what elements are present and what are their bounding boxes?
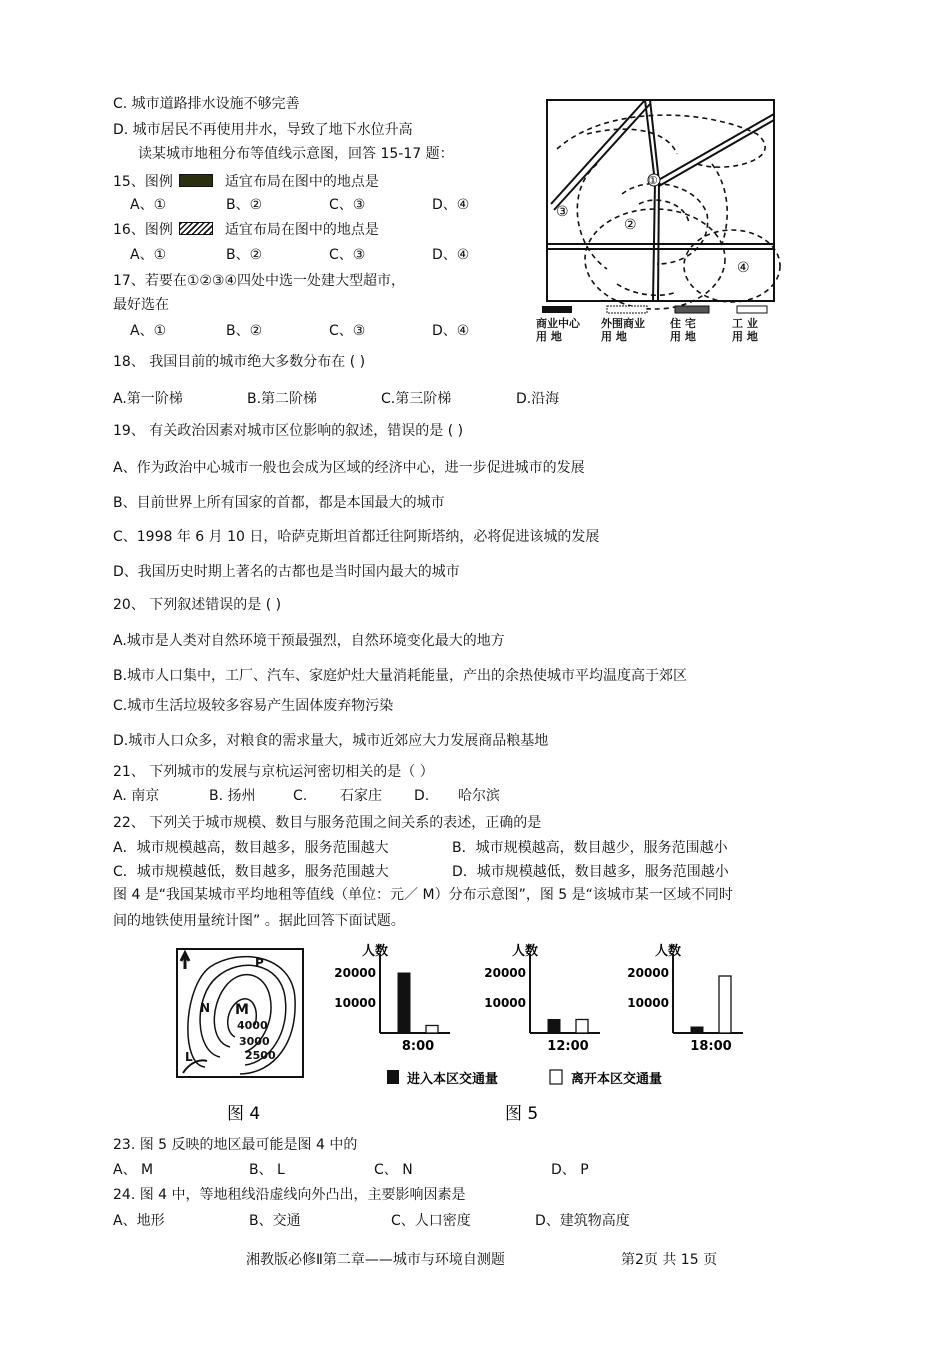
y-axis-label: 人数 [362, 944, 389, 959]
q19-option-d: D、我国历史时期上著名的古都也是当时国内最大的城市 [113, 564, 460, 580]
footer-page: 第2页 共 15 页 [621, 1252, 718, 1268]
q18-option-c: C.第三阶梯 [381, 391, 452, 407]
q24-option-a: A、地形 [113, 1213, 165, 1229]
y-tick-label: 20000 [334, 966, 376, 980]
fig4-label-l: L [185, 1050, 193, 1064]
q15-stem [113, 173, 379, 191]
q23-option-c: C、 N [374, 1162, 413, 1178]
q19-option-b: B、目前世界上所有国家的首都，都是本国最大的城市 [113, 495, 445, 511]
legend-residential-l2: 用 地 [670, 330, 696, 343]
q22-option-a: A．城市规模越高，数目越多，服务范围越大 [113, 840, 389, 856]
q21-stem: 21、 下列城市的发展与京杭运河密切相关的是（ ） [113, 764, 434, 780]
legend-peripheral-l1: 外围商业 [601, 317, 645, 330]
marker-4: ④ [737, 260, 750, 276]
q20-option-c: C.城市生活垃圾较多容易产生固体废弃物污染 [113, 698, 394, 714]
y-tick-label: 10000 [334, 996, 376, 1010]
bar-inbound [548, 1020, 560, 1034]
y-tick-label: 20000 [627, 966, 669, 980]
footer-title: 湘教版必修Ⅱ第二章——城市与环境自测题 [246, 1252, 505, 1268]
q24-option-b: B、交通 [249, 1213, 301, 1229]
bar-outbound [426, 1026, 438, 1034]
y-tick-label: 20000 [484, 966, 526, 980]
fig5-legend-in-swatch [387, 1070, 399, 1084]
q17-option-a: A、① [130, 323, 167, 339]
fig4-label-n: N [200, 1001, 211, 1015]
q20-option-d: D.城市人口众多，对粮食的需求量大，城市近郊应大力发展商品粮基地 [113, 733, 549, 749]
fig5-legend-out: 离开本区交通量 [571, 1072, 663, 1087]
q21-option-a: A. 南京 [113, 788, 160, 804]
q22-option-d: D．城市规模越低，数目越多，服务范围越小 [452, 864, 729, 880]
residential-land-swatch-icon [179, 222, 213, 235]
legend-peripheral-swatch [607, 306, 647, 313]
q17-stem-line2: 最好选在 [113, 297, 169, 313]
option-c-line: C. 城市道路排水设施不够完善 [113, 96, 300, 112]
q15-option-d: D、④ [432, 197, 470, 213]
marker-1: ① [648, 174, 658, 187]
q22-option-b: B．城市规模越高，数目越少，服务范围越小 [452, 840, 728, 856]
legend-residential-swatch [675, 306, 709, 313]
q17-option-b: B、② [226, 323, 263, 339]
q22-option-c: C．城市规模越低，数目越多，服务范围越大 [113, 864, 389, 880]
fig5-caption: 图 5 [505, 1104, 539, 1124]
option-d-line: D. 城市居民不再使用井水，导致了地下水位升高 [113, 122, 413, 138]
fig5-bar-charts [334, 943, 743, 1054]
figure-4-5 [155, 937, 745, 1127]
bar-outbound [719, 976, 731, 1033]
q21-option-d-text: 哈尔滨 [458, 788, 500, 804]
q21-option-c-text: 石家庄 [340, 788, 382, 804]
q18-option-b: B.第二阶梯 [247, 391, 318, 407]
legend-commercial-l1: 商业中心 [536, 317, 580, 330]
q23-option-d: D、 P [551, 1162, 589, 1178]
fig-intro-line1: 图 4 是“我国某城市平均地租等值线（单位：元／ M）分布示意图”，图 5 是“该城市某一区域不同时 [113, 887, 733, 903]
q24-option-c: C、人口密度 [391, 1213, 471, 1229]
legend-industrial-l1: 工 业 [732, 317, 758, 330]
q16-stem [113, 221, 379, 239]
commercial-land-swatch-icon [179, 174, 213, 187]
legend-commercial-swatch [542, 306, 572, 313]
y-axis-label: 人数 [512, 944, 539, 959]
q15-option-b: B、② [226, 197, 263, 213]
q21-option-b: B. 扬州 [209, 788, 256, 804]
fig4-contour-4000: 4000 [237, 1019, 268, 1032]
y-axis-label: 人数 [655, 944, 682, 959]
bar-outbound [576, 1020, 588, 1034]
y-tick-label: 10000 [484, 996, 526, 1010]
q23-option-a: A、 M [113, 1162, 154, 1178]
q20-option-b: B.城市人口集中，工厂、汽车、家庭炉灶大量消耗能量，产出的余热使城市平均温度高于郊区 [113, 668, 688, 684]
bar-inbound [398, 973, 410, 1033]
fig4-label-p: P [255, 956, 264, 970]
legend-industrial-swatch [737, 306, 767, 313]
fig4-label-m: M [235, 1002, 249, 1018]
marker-2: ② [624, 217, 637, 233]
legend-residential-l1: 住 宅 [670, 317, 696, 330]
x-tick-label: 18:00 [690, 1039, 732, 1054]
q21-option-c-letter: C. [293, 788, 308, 804]
q23-stem: 23. 图 5 反映的地区最可能是图 4 中的 [113, 1137, 358, 1153]
legend-peripheral-l2: 用 地 [601, 330, 627, 343]
fig5-legend-in: 进入本区交通量 [407, 1072, 499, 1087]
q19-option-a: A、作为政治中心城市一般也会成为区域的经济中心，进一步促进城市的发展 [113, 460, 585, 476]
q18-option-d: D.沿海 [516, 391, 560, 407]
q16-option-b: B、② [226, 247, 263, 263]
q16-suffix: 适宜布局在图中的地点是 [224, 222, 379, 238]
q15-suffix: 适宜布局在图中的地点是 [224, 174, 379, 190]
q15-option-a: A、① [130, 197, 167, 213]
q16-prefix: 16、图例 [113, 222, 173, 238]
x-tick-label: 12:00 [547, 1039, 589, 1054]
q18-stem: 18、 我国目前的城市绝大多数分布在 ( ) [113, 354, 366, 370]
legend-industrial-l2: 用 地 [732, 330, 758, 343]
q15-option-c: C、③ [329, 197, 366, 213]
q20-stem: 20、 下列叙述错误的是 ( ) [113, 597, 282, 613]
bar-inbound [691, 1027, 703, 1033]
q16-option-d: D、④ [432, 247, 470, 263]
fig4-contour-3000: 3000 [239, 1035, 270, 1048]
q17-option-c: C、③ [329, 323, 366, 339]
q21-option-d-letter: D. [414, 788, 430, 804]
rent-isoline-map [527, 94, 799, 356]
q18-option-a: A.第一阶梯 [113, 391, 183, 407]
fig4-caption: 图 4 [227, 1104, 261, 1124]
q17-option-d: D、④ [432, 323, 470, 339]
intro-15-17: 读某城市地租分布等值线示意图，回答 15-17 题： [138, 146, 454, 162]
marker-3: ③ [556, 204, 569, 220]
q16-option-c: C、③ [329, 247, 366, 263]
q19-option-c: C、1998 年 6 月 10 日，哈萨克斯坦首都迁往阿斯塔纳，必将促进该城的发展 [113, 529, 600, 545]
q19-stem: 19、 有关政治因素对城市区位影响的叙述，错误的是 ( ) [113, 423, 464, 439]
q23-option-b: B、 L [249, 1162, 285, 1178]
q17-stem-line1: 17、若要在①②③④四处中选一处建大型超市， [113, 273, 406, 289]
q15-prefix: 15、图例 [113, 174, 173, 190]
fig5-legend-out-swatch [550, 1070, 562, 1084]
fig-intro-line2: 间的地铁使用量统计图” 。据此回答下面试题。 [113, 913, 405, 929]
legend-commercial-l2: 用 地 [536, 330, 562, 343]
q22-stem: 22、 下列关于城市规模、数目与服务范围之间关系的表述，正确的是 [113, 815, 542, 831]
x-tick-label: 8:00 [401, 1039, 435, 1054]
y-tick-label: 10000 [627, 996, 669, 1010]
q16-option-a: A、① [130, 247, 167, 263]
q24-stem: 24. 图 4 中，等地租线沿虚线向外凸出，主要影响因素是 [113, 1187, 466, 1203]
q20-option-a: A.城市是人类对自然环境干预最强烈，自然环境变化最大的地方 [113, 633, 505, 649]
fig4-contour-2500: 2500 [245, 1049, 276, 1062]
q24-option-d: D、建筑物高度 [535, 1213, 630, 1229]
